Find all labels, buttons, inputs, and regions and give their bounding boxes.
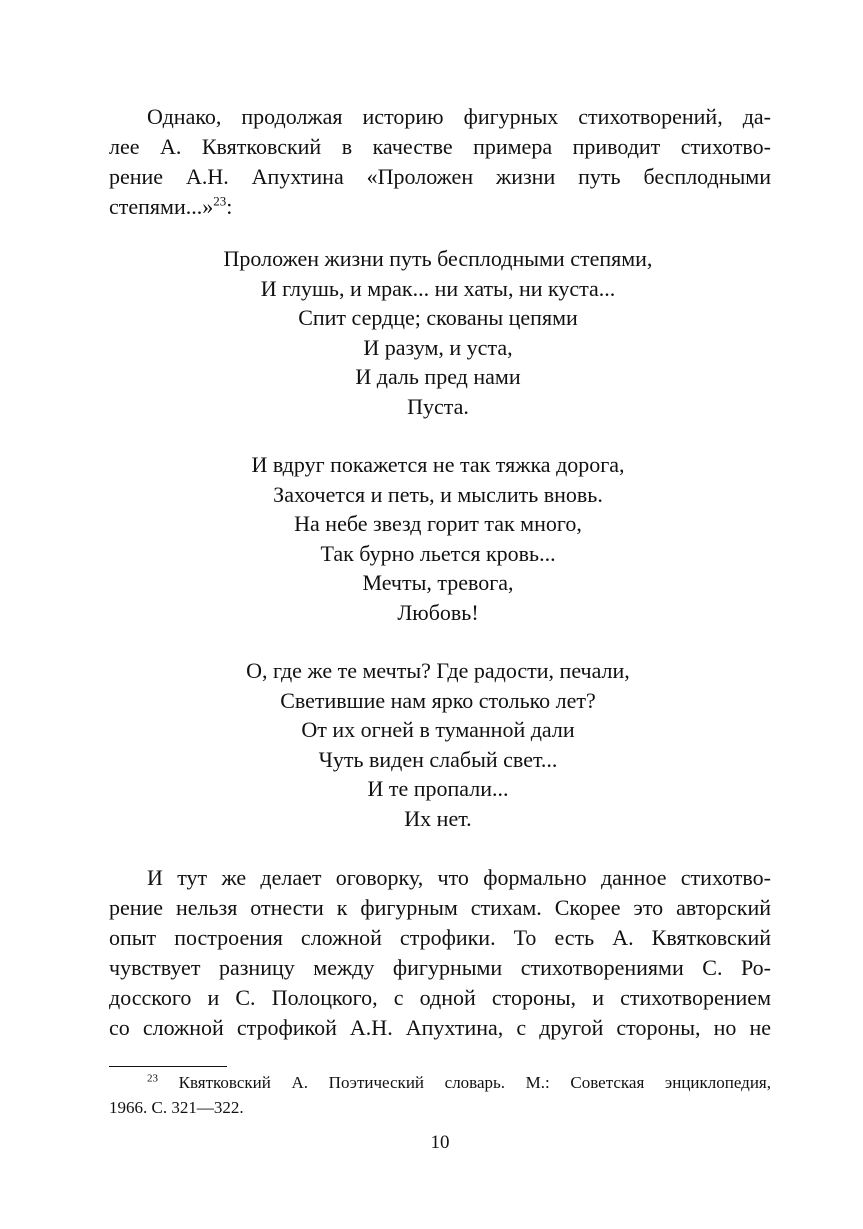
paragraph-line: рение нельзя отнести к фигурным стихам. Скорее это авторский (109, 895, 771, 920)
poem-line: И разум, и уста, (363, 334, 513, 360)
footnote-reference[interactable]: 23 (213, 193, 227, 209)
poem-line: На небе звезд горит так много, (294, 511, 582, 536)
poem-line: Пуста. (407, 393, 469, 419)
poem-line: И глушь, и мрак... ни хаты, ни куста... (260, 275, 616, 301)
paragraph-line: досского и С. Полоцкого, с одной стороны, и стихотворением (109, 985, 771, 1010)
paragraph-line: со сложной строфикой А.Н. Апухтина, с другой стороны, но не (109, 1015, 771, 1040)
footnote-text: Квятковский А. Поэтический словарь. М.: Советская энциклопедия, (158, 1073, 771, 1092)
poem-line: И те пропали... (367, 776, 509, 801)
poem-line: Их нет. (404, 805, 472, 831)
poem-line: Захочется и петь, и мыслить вновь. (273, 481, 603, 507)
poem-line: Проложен жизни путь бесплодными степями, (223, 246, 653, 271)
paragraph-line: Однако, продолжая историю фигурных стихотворений, да- (147, 104, 771, 129)
footnote-line (109, 1070, 771, 1095)
paragraph-line-with-footnote (109, 192, 771, 222)
poem-line: Спит сердце; скованы цепями (298, 305, 578, 330)
page-body (109, 102, 771, 1043)
poem (105, 244, 771, 833)
paragraph-line: опыт построения сложной строфики. То есть А. Квятковский (109, 925, 771, 950)
paragraph-line-colon: : (226, 194, 233, 219)
poem-line: О, где же те мечты? Где радости, печали, (246, 658, 630, 683)
footnote-number: 23 (147, 1072, 158, 1085)
poem-line: Так бурно льется кровь... (320, 540, 556, 566)
footnote-separator (109, 1066, 227, 1067)
paragraph-line: чувствует разницу между фигурными стихотворениями С. Ро- (109, 955, 771, 980)
paragraph-line: И тут же делает оговорку, что формально данное стихотво- (147, 865, 771, 890)
poem-line: И вдруг покажется не так тяжка дорога, (251, 452, 625, 477)
poem-line: От их огней в туманной дали (301, 717, 575, 742)
poem-stanza-2 (105, 450, 771, 627)
footnote (109, 1070, 771, 1120)
paragraph-intro (109, 102, 771, 222)
poem-line: Мечты, тревога, (362, 570, 514, 595)
paragraph-commentary (109, 863, 771, 1043)
paragraph-line: лее А. Квятковский в качестве примера приводит стихотво- (109, 134, 771, 159)
poem-line: Светившие нам ярко столько лет? (280, 687, 596, 713)
footnote-line: 1966. С. 321—322. (109, 1098, 244, 1117)
poem-line: Чуть виден слабый свет... (318, 746, 558, 772)
poem-line: Любовь! (397, 599, 479, 625)
paragraph-line-text: степями...» (109, 194, 214, 219)
poem-stanza-3 (105, 656, 771, 833)
page-number: 10 (430, 1132, 450, 1153)
poem-line: И даль пред нами (355, 364, 521, 389)
paragraph-line: рение А.Н. Апухтина «Проложен жизни путь бесплодными (109, 164, 771, 189)
poem-stanza-1 (105, 244, 771, 421)
